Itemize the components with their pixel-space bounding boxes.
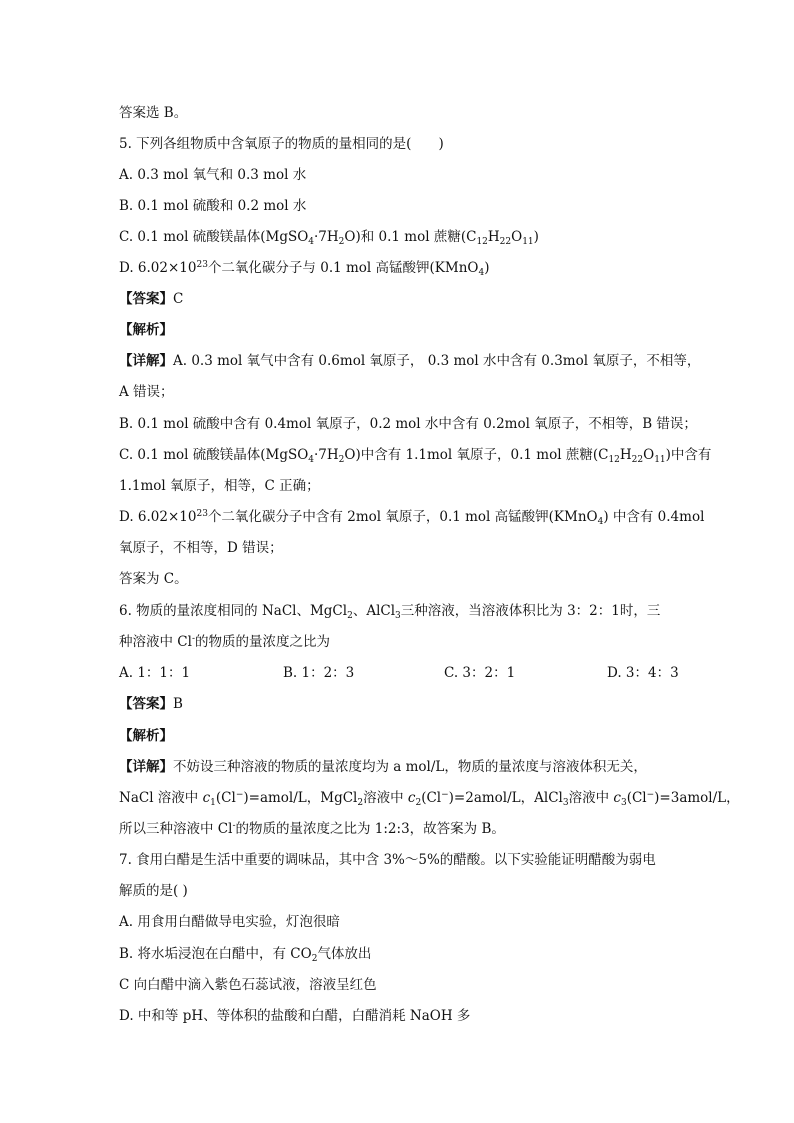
q5-detail-2: A 错误； xyxy=(119,384,174,400)
q7-stem-1: 7. 食用白醋是生活中重要的调味品，其中含 3%～5%的醋酸。以下实验能证明醋酸为弱电 xyxy=(119,852,656,868)
q6-detail-3: 所以三种溶液中 Cl-的物质的量浓度之比为 1:2:3，故答案为 B。 xyxy=(119,821,505,837)
q7-stem-2: 解质的是( ) xyxy=(119,883,188,899)
q5-option-c: C. 0.1 mol 硫酸镁晶体$(MgSO_4\cdot 7H_2O)$和 0.1 mol 蔗糖$(C_{12}H_{22}O_{11})$ xyxy=(119,229,539,247)
q5-detail-1: 【详解】A. 0.3 mol 氧气中含有 0.6mol 氧原子， 0.3 mol 水中含有 0.3mol 氧原子，不相等， xyxy=(119,353,701,369)
q5-analysis-heading: 【解析】 xyxy=(119,322,173,338)
q5-stem: 5. 下列各组物质中含氧原子的物质的量相同的是( ) xyxy=(119,136,444,152)
q6-option-a: A. 1：1：1 xyxy=(119,665,191,681)
q5-detail-8: 答案为 C。 xyxy=(119,571,188,587)
q6-option-d: D. 3：4：3 xyxy=(607,665,679,681)
q5-option-d: D. $6.02\times 10^{23}$个二氧化碳分子与 0.1 mol 高锰酸钾(KMnO$_4$) xyxy=(119,260,490,278)
q7-option-a: A. 用食用白醋做导电实验，灯泡很暗 xyxy=(119,914,340,930)
q5-detail-6: D. $6.02\times 10^{23}$个二氧化碳分子中含有 2mol 氧原子，0.1 mol 高锰酸钾(KMnO$_4$) 中含有 0.4mol xyxy=(119,509,705,527)
q6-option-b: B. 1：2：3 xyxy=(283,665,355,681)
q6-stem-1: 6. 物质的量浓度相同的 NaCl、MgCl$_2$、AlCl$_3$三种溶液，当溶液体积比为 3：2：1时，三 xyxy=(119,603,661,621)
q7-option-d: D. 中和等 pH、等体积的盐酸和白醋，白醋消耗 NaOH 多 xyxy=(119,1008,471,1024)
q5-detail-4: C. 0.1 mol 硫酸镁晶体$(MgSO_4\cdot 7H_2O)$中含有 1.1mol 氧原子，0.1 mol 蔗糖$(C_{12}H_{22}O_{11})$中含有 xyxy=(119,447,712,465)
q6-stem-2: 种溶液中 Cl-的物质的量浓度之比为 xyxy=(119,634,330,650)
q7-option-c: C 向白醋中滴入紫色石蕊试液，溶液呈红色 xyxy=(119,977,377,993)
q5-detail-7: 氧原子，不相等，D 错误； xyxy=(119,540,283,556)
q5-option-a: A. 0.3 mol 氧气和 0.3 mol 水 xyxy=(119,167,307,183)
q6-analysis-heading: 【解析】 xyxy=(119,728,173,744)
q6-detail-2: NaCl 溶液中 $c_1(Cl^-)=amol/L$，MgCl$_2$溶液中 $c_2(Cl^-)=2amol/L$，AlCl$_3$溶液中 $c_3(Cl^-)=3amol/L$， xyxy=(119,790,740,808)
q6-detail-1: 【详解】不妨设三种溶液的物质的量浓度均为 a mol/L，物质的量浓度与溶液体积无关， xyxy=(119,759,647,775)
q5-answer: 【答案】C xyxy=(119,291,184,307)
q7-option-b: B. 将水垢浸泡在白醋中，有 $CO_2$气体放出 xyxy=(119,946,372,964)
q6-option-c: C. 3：2：1 xyxy=(444,665,516,681)
q5-detail-3: B. 0.1 mol 硫酸中含有 0.4mol 氧原子，0.2 mol 水中含有 0.2mol 氧原子，不相等，B 错误； xyxy=(119,416,697,432)
q5-option-b: B. 0.1 mol 硫酸和 0.2 mol 水 xyxy=(119,198,307,214)
q5-detail-5: 1.1mol 氧原子，相等，C 正确； xyxy=(119,478,320,494)
answer-line-prev: 答案选 B。 xyxy=(119,105,188,121)
q6-answer: 【答案】B xyxy=(119,696,183,712)
